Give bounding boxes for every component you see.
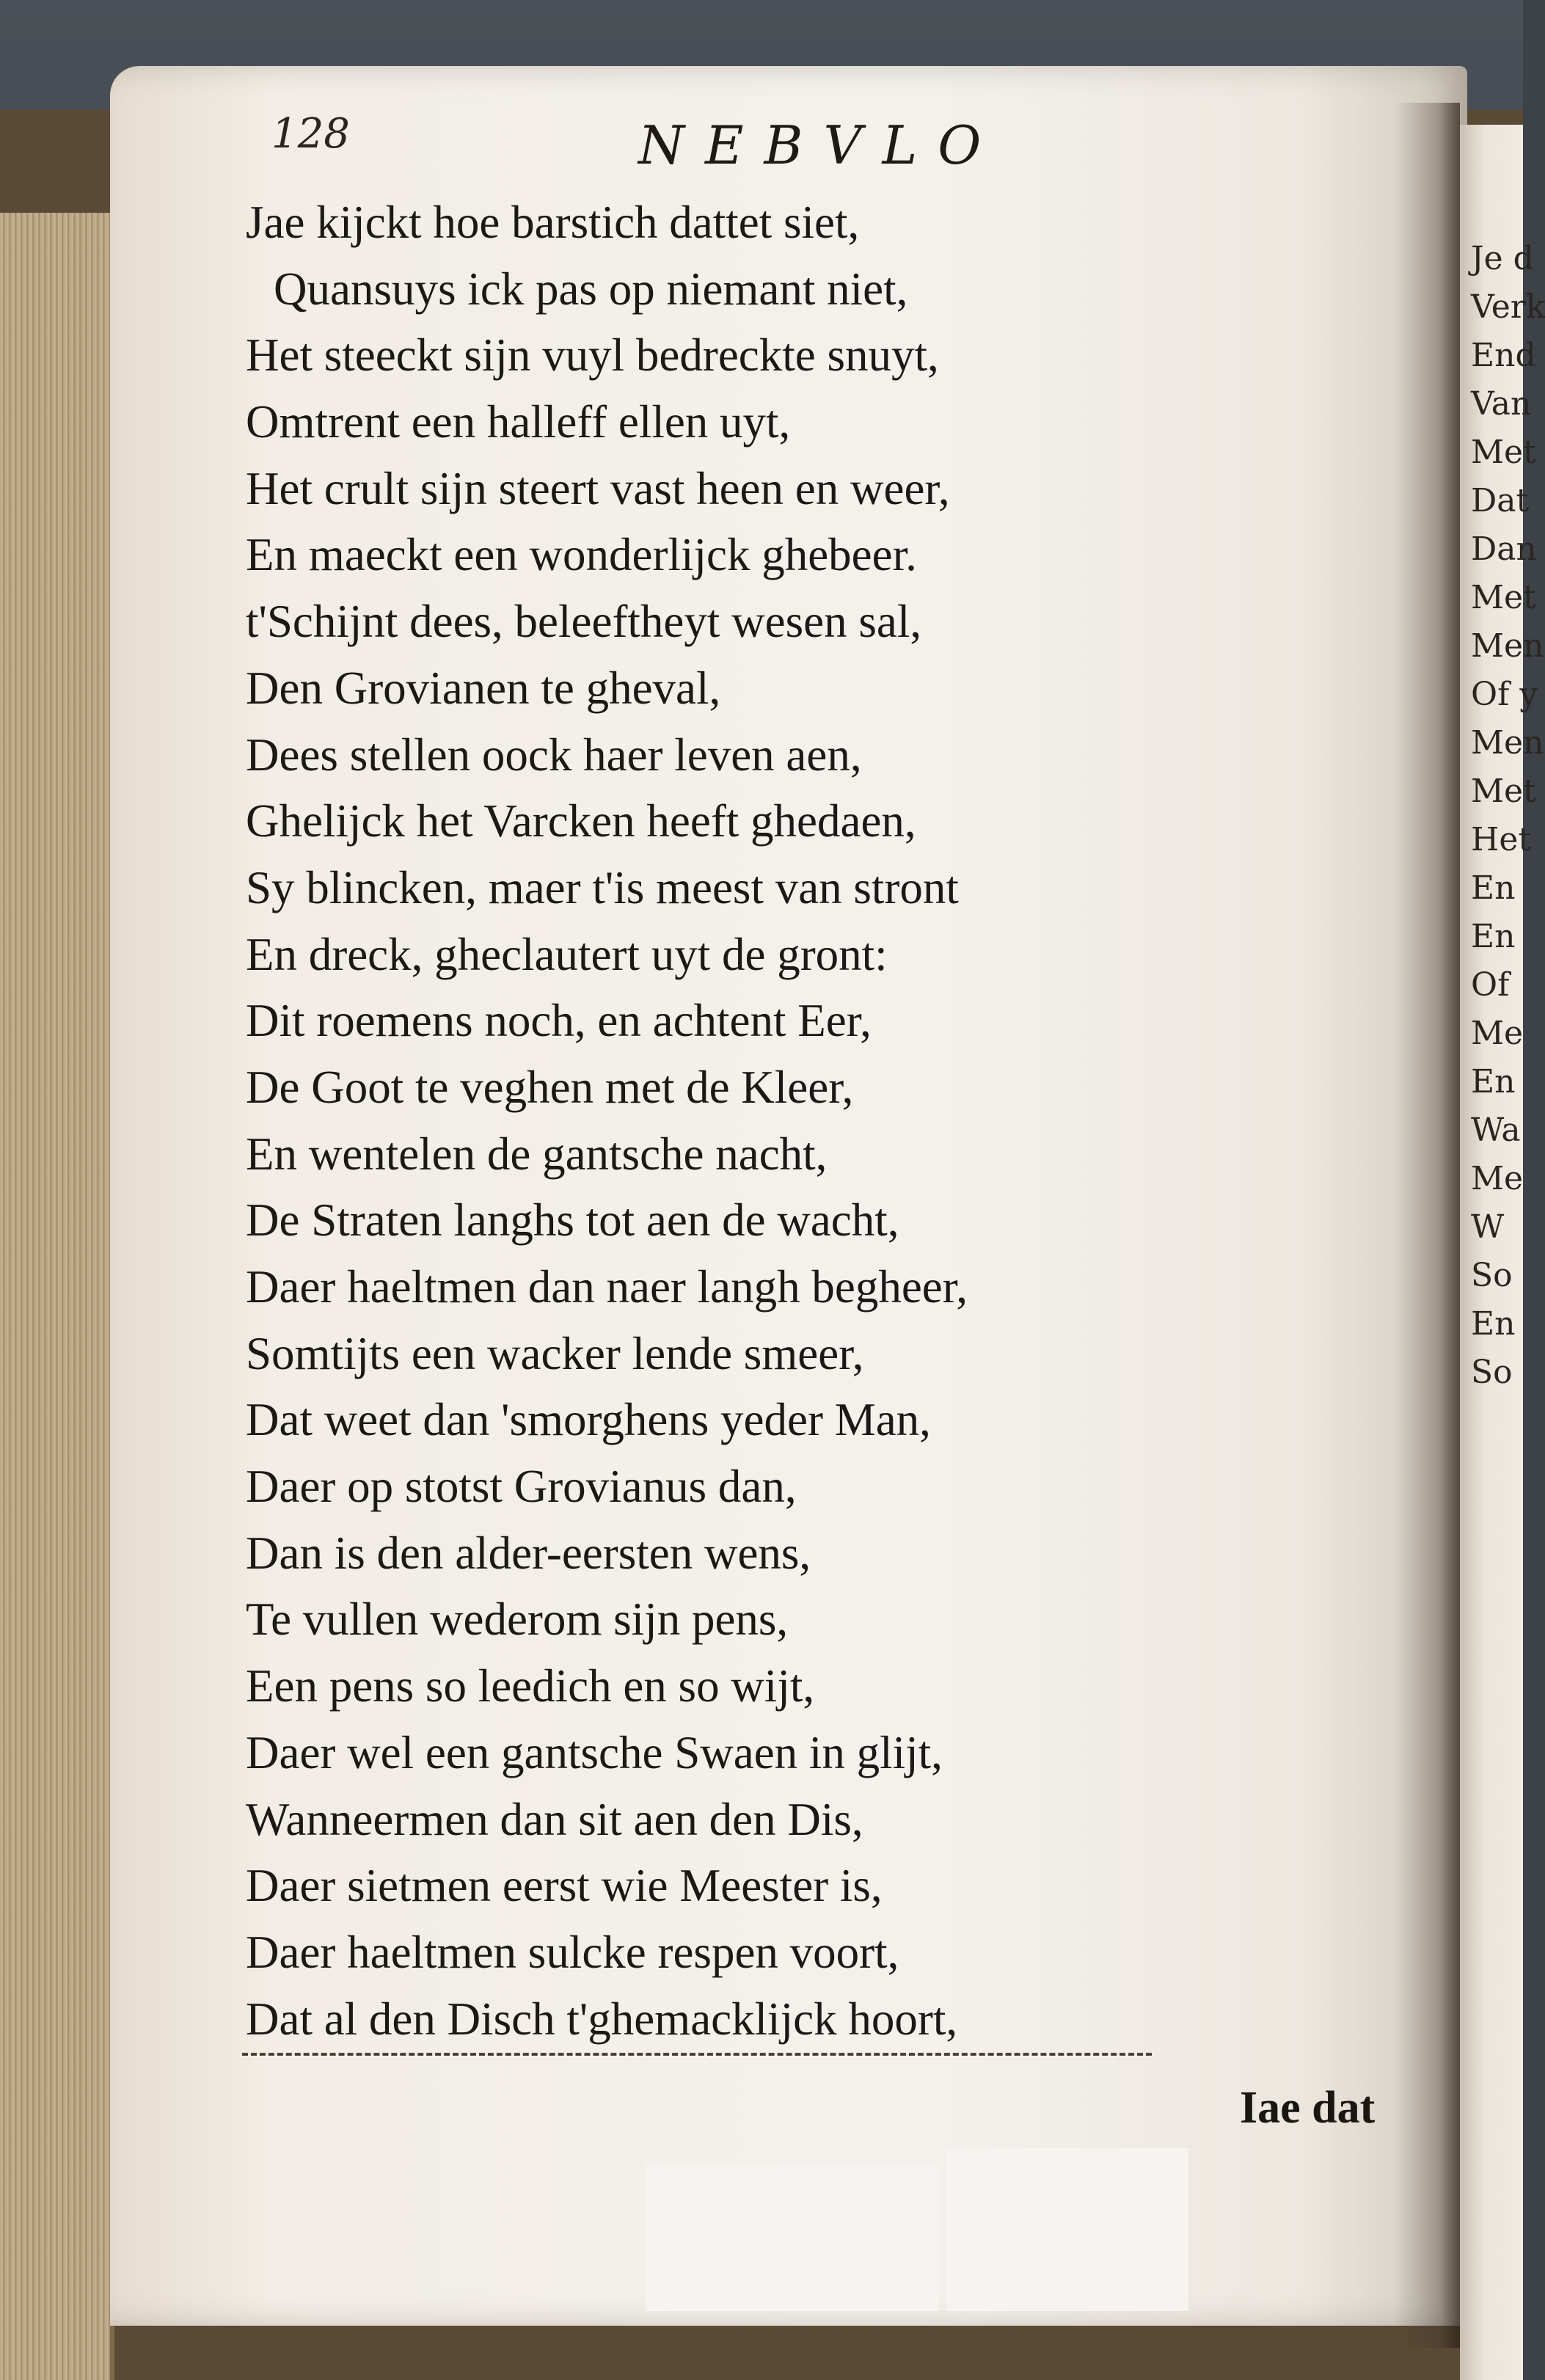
verse-line: Te vullen wederom sijn pens, — [246, 1594, 789, 1646]
facing-line: En — [1471, 918, 1516, 955]
verse-line: Daer wel een gantsche Swaen in glijt, — [246, 1726, 943, 1778]
text-block-rule — [242, 2053, 1152, 2056]
redaction-patch — [646, 2164, 939, 2311]
verse-line: Den Grovianen te gheval, — [246, 662, 721, 714]
verse-line: Dees stellen oock haer leven aen, — [246, 729, 862, 781]
running-title: NEBVLO — [638, 114, 1002, 176]
facing-line: Dat — [1471, 482, 1530, 519]
facing-line: Me — [1471, 1015, 1524, 1052]
facing-line: Met — [1471, 434, 1536, 471]
page-number: 128 — [271, 110, 350, 158]
poem-text — [246, 189, 1192, 2052]
verse-line: En wentelen de gantsche nacht, — [246, 1128, 828, 1180]
facing-line: Van — [1471, 385, 1532, 423]
verse-line: Dit roemens noch, en achtent Eer, — [246, 995, 872, 1047]
facing-line: Wa — [1471, 1111, 1521, 1149]
verse-line: Dan is den alder-eersten wens, — [246, 1527, 811, 1579]
verse-line: Wanneermen dan sit aen den Dis, — [246, 1793, 863, 1845]
page-header — [271, 110, 1115, 191]
page-edges — [0, 213, 114, 2380]
facing-line: Of — [1471, 966, 1510, 1004]
verse-line: En maeckt een wonderlijck ghebeer. — [246, 529, 917, 581]
facing-line: Of y — [1471, 676, 1538, 713]
facing-line: W — [1471, 1208, 1505, 1246]
verse-line: Daer haeltmen dan naer langh begheer, — [246, 1261, 968, 1313]
verse-line: Ghelijck het Varcken heeft ghedaen, — [246, 795, 916, 847]
facing-line: End — [1471, 337, 1536, 374]
verse-line: En dreck, gheclautert uyt de gront: — [246, 928, 888, 980]
verse-line: Jae kijckt hoe barstich dattet siet, — [246, 197, 860, 248]
verse-line: Daer sietmen eerst wie Meester is, — [246, 1860, 883, 1912]
verse-line: Het steeckt sijn vuyl bedreckte snuyt, — [246, 329, 939, 382]
verse-line: Dat al den Disch t'ghemacklijck hoort, — [246, 1993, 958, 2045]
verse-line: Somtijts een wacker lende smeer, — [246, 1327, 864, 1379]
verse-line: Sy blincken, maer t'is meest van stront — [246, 861, 959, 913]
catchword: Iae dat — [1240, 2083, 1376, 2133]
verse-line: Dat weet dan 'smorghens yeder Man, — [246, 1394, 931, 1446]
verse-line: Daer op stotst Grovianus dan, — [246, 1461, 797, 1513]
facing-line: Verk — [1471, 288, 1545, 326]
facing-line: Het — [1471, 821, 1532, 858]
redaction-patch — [946, 2148, 1188, 2311]
facing-line: Met — [1471, 773, 1536, 810]
verse-line: De Goot te veghen met de Kleer, — [246, 1061, 854, 1113]
verse-line: De Straten langhs tot aen de wacht, — [246, 1194, 899, 1246]
verse-line: Daer haeltmen sulcke respen voort, — [246, 1926, 899, 1978]
facing-line: Met — [1471, 579, 1536, 616]
facing-line: En — [1471, 869, 1516, 907]
facing-line: Je d — [1471, 240, 1534, 277]
facing-page-text — [1471, 235, 1545, 1397]
verse-line: t'Schijnt dees, beleeftheyt wesen sal, — [246, 596, 922, 648]
facing-line: Me — [1471, 1160, 1524, 1197]
verse-line: Omtrent een halleff ellen uyt, — [246, 396, 791, 448]
facing-line: Dan — [1471, 530, 1537, 568]
verse-line: Een pens so leedich en so wijt, — [246, 1660, 815, 1712]
verse-line: Het crult sijn steert vast heen en weer, — [246, 462, 950, 514]
facing-line: En — [1471, 1063, 1516, 1100]
book-gutter — [1394, 103, 1460, 2348]
facing-line: Men — [1471, 724, 1544, 762]
facing-line: So — [1471, 1354, 1513, 1391]
facing-line: So — [1471, 1257, 1513, 1294]
facing-line: En — [1471, 1305, 1516, 1343]
facing-line: Men — [1471, 627, 1544, 665]
verse-line: Quansuys ick pas op niemant niet, — [274, 263, 908, 315]
